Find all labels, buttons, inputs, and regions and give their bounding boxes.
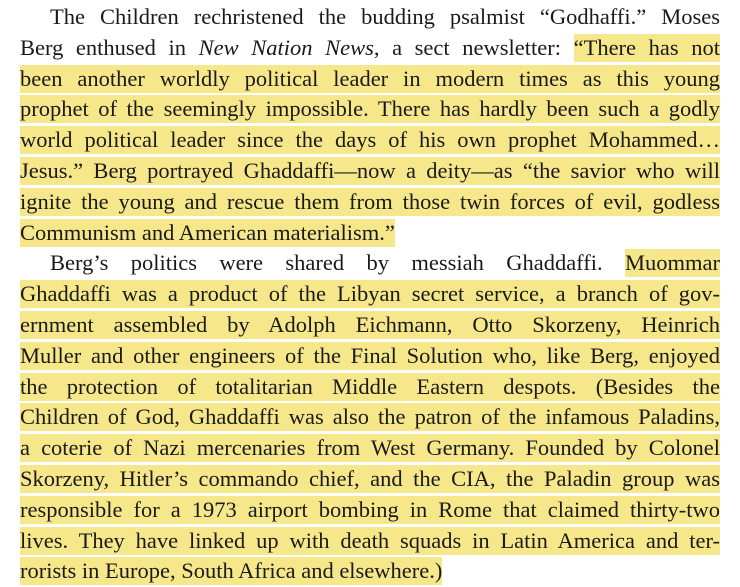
highlighted-text: Jesus.” Berg portrayed Ghaddaffi—now a deity—as “the savior who will — [20, 157, 720, 183]
text-line — [20, 341, 720, 372]
text-line — [20, 94, 720, 125]
highlighted-text: Muommar — [625, 250, 720, 276]
paragraph-ghaddaffi-politics — [20, 248, 720, 587]
highlighted-text: ernment assembled by Adolph Eichmann, Otto Skorzeny, Heinrich — [20, 311, 720, 337]
highlighted-text: Communism and American materialism.” — [20, 219, 395, 245]
highlighted-text: “There has not — [573, 34, 720, 60]
text-line — [20, 156, 720, 187]
text-line — [20, 310, 720, 341]
text-line — [20, 64, 720, 95]
highlighted-text: the protection of totalitarian Middle Eastern despots. (Besides the — [20, 373, 720, 399]
highlighted-text: a coterie of Nazi mercenaries from West Germany. Founded by Colonel — [20, 435, 720, 461]
paragraph-godhaffi — [20, 2, 720, 248]
highlighted-text: Muller and other engineers of the Final Solution who, like Berg, enjoyed — [20, 342, 720, 368]
text-line — [20, 402, 720, 433]
text-line — [20, 279, 720, 310]
text-line — [20, 33, 720, 64]
highlighted-text: rorists in Europe, South Africa and elsewhere.) — [20, 558, 443, 584]
highlighted-text: Skorzeny, Hitler’s commando chief, and the CIA, the Paladin group was — [20, 465, 720, 491]
highlighted-text: Children of God, Ghaddaffi was also the patron of the infamous Paladins, — [20, 404, 720, 430]
text-line — [20, 218, 720, 249]
text-line — [20, 526, 720, 557]
text-line — [20, 433, 720, 464]
text-line — [20, 556, 720, 587]
plain-text: Berg enthused in New Nation News, a sect newsletter: — [20, 34, 574, 60]
highlighted-text: world political leader since the days of his own prophet Mohammed… — [20, 127, 720, 153]
highlighted-text: been another worldly political leader in modern times as this young — [20, 65, 720, 91]
highlighted-text: responsible for a 1973 airport bombing in Rome that claimed thirty-two — [20, 496, 720, 522]
text-line — [20, 248, 720, 279]
highlighted-text: ignite the young and rescue them from those twin forces of evil, godless — [20, 188, 720, 214]
text-line — [20, 187, 720, 218]
text-line — [20, 495, 720, 526]
highlighted-text: Ghaddaffi was a product of the Libyan secret service, a branch of gov- — [20, 281, 720, 307]
plain-text: The Children rechristened the budding psalmist “Godhaffi.” Moses — [50, 4, 720, 29]
text-line — [20, 125, 720, 156]
text-line — [20, 372, 720, 403]
text-line — [20, 2, 720, 33]
highlighted-text: prophet of the seemingly impossible. There has hardly been such a godly — [20, 96, 720, 122]
text-line — [20, 464, 720, 495]
plain-text: Berg’s politics were shared by messiah Ghaddaffi. — [50, 250, 625, 276]
highlighted-text: lives. They have linked up with death squads in Latin America and ter- — [20, 527, 720, 553]
